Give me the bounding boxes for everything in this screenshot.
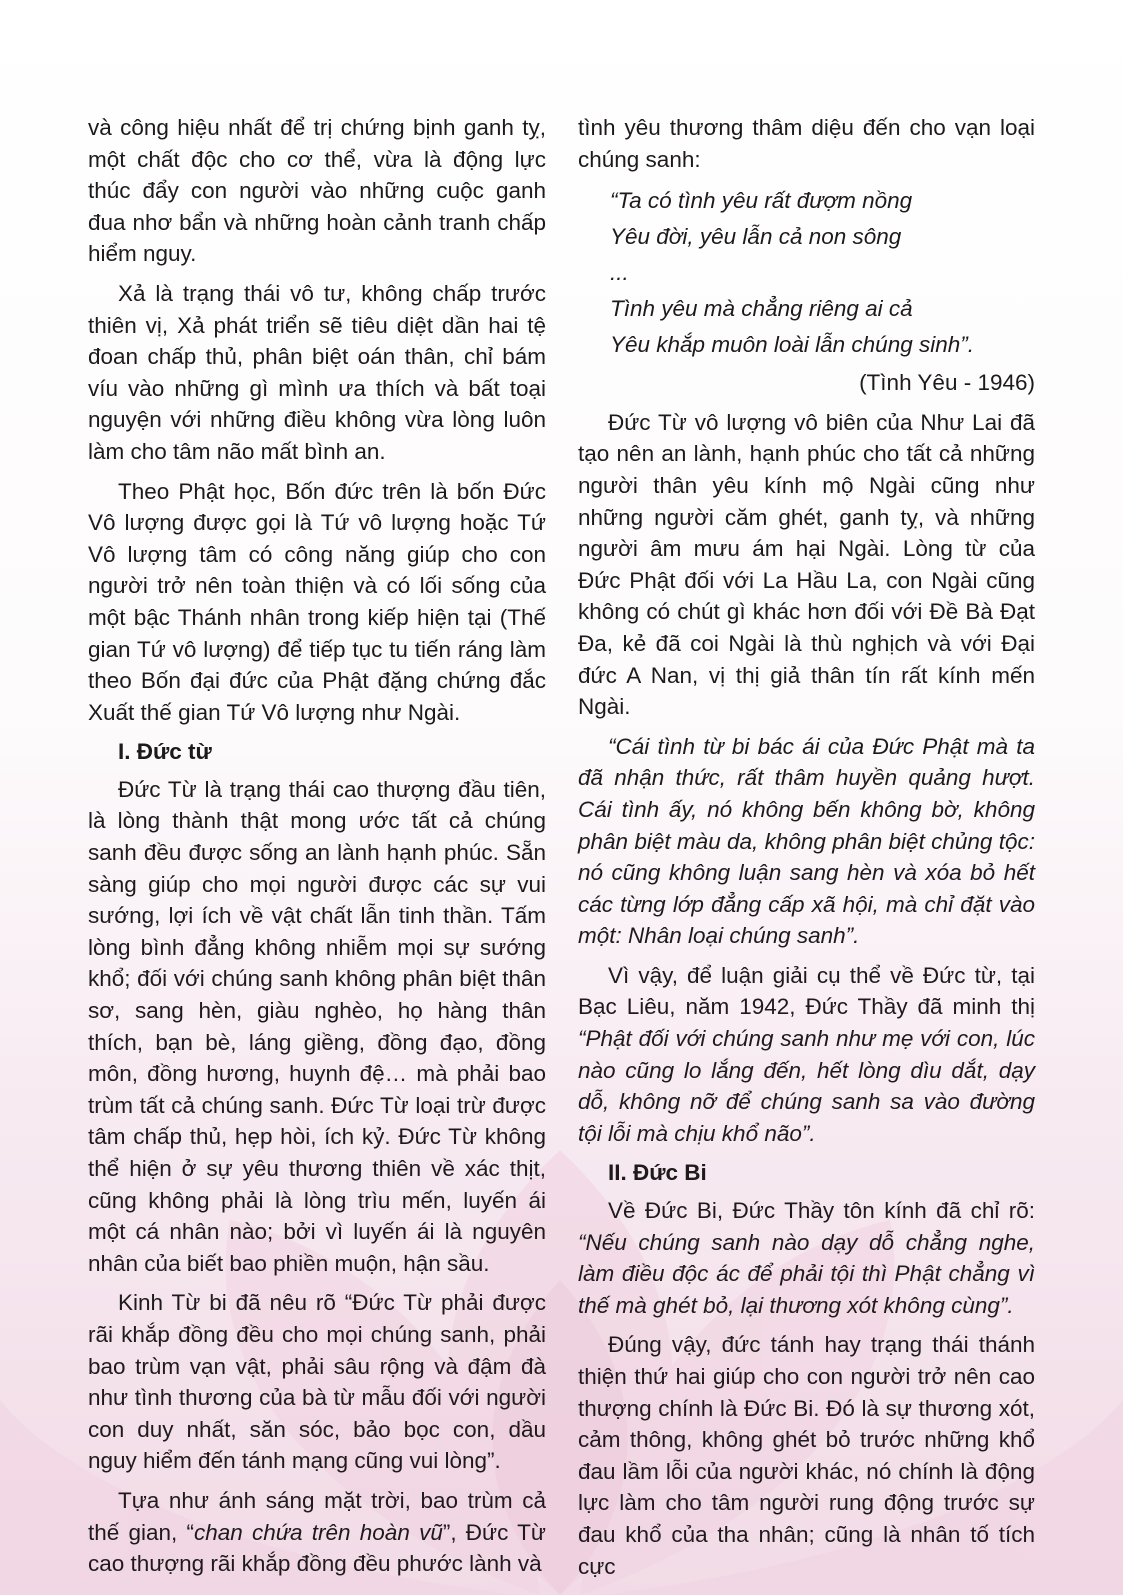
paragraph: Kinh Từ bi đã nêu rõ “Đức Từ phải được rãi khắp đồng đều cho mọi chúng sanh, phải bao trùm vạn vật, phải sâu rộng và đậm đà như tình thương của bà từ mẫu đối với người con duy nhất, săn sóc, bảo bọc con, dầu nguy hiểm đến tánh mạng cũng vui lòng”. [88,1290,546,1474]
italic-phrase: chan chứa trên hoàn vũ [194,1519,443,1545]
paragraph: Đức Từ là trạng thái cao thượng đầu tiên, là lòng thành thật mong ước tất cả chúng sanh đều được sống an lành hạnh phúc. Sẵn sàng giúp cho mọi người được các sự vui sướng, lợi ích về vật chất lẫn tinh thần. Tấm lòng bình đẳng không nhiễm mọi sự sướng khổ; đối với chúng sanh không phân biệt thân sơ, sang hèn, giàu nghèo, họ hàng thân thích, bạn bè, láng giềng, đồng đạo, đồng môn, đồng hương, huynh đệ… mà phải bao trùm tất cả chúng sanh. Đức Từ loại trừ được tâm chấp thủ, hẹp hòi, ích kỷ. Đức Từ không thể hiện ở sự yêu thương thiên về xác thịt, cũng không phải là lòng trìu mến, luyến ái một cá nhân nào; bởi vì luyến ái là nguyên nhân của biết bao phiền muộn, hận sầu. [88,776,546,1276]
poem-line: ... [610,260,629,286]
paragraph [88,1485,546,1580]
paragraph: Đúng vậy, đức tánh hay trạng thái thánh thiện thứ hai giúp cho con người trở nên cao thượng chính là Đức Bi. Đó là sự thương xót, cảm thông, không ghét bỏ trước những khổ đau lầm lỗi của người khác, nó chính là động lực làm cho tâm người rung động trước sự đau khổ của tha nhân; cũng là nhân tố tích cực [578,1332,1035,1579]
quote-paragraph: “Cái tình từ bi bác ái của Đức Phật mà ta đã nhận thức, rất thâm huyền quảng hượt. Cái tình ấy, nó không bến không bờ, không phân biệt màu da, không phân biệt chủng tộc: nó cũng không luận sang hèn và xóa bỏ hết các từng lớp đẳng cấp xã hội, mà chỉ đặt vào một: Nhân loại chúng sanh”. [578,733,1035,949]
italic-quote: “Nếu chúng sanh nào dạy dỗ chẳng nghe, làm điều độc ác để phải tội thì Phật chẳng vì thế mà ghét bỏ, lại thương xót không cùng”. [578,1229,1035,1318]
text-run: Về Đức Bi, Đức Thầy tôn kính đã chỉ rõ: [608,1198,1035,1224]
poem-excerpt [610,183,1035,363]
paragraph [578,960,1035,1150]
text-run: Vì vậy, để luận giải cụ thể về Đức từ, tại Bạc Liêu, năm 1942, Đức Thầy đã minh thị [578,962,1035,1020]
paragraph [578,1195,1035,1321]
poem-line: Yêu khắp muôn loài lẫn chúng sinh”. [610,332,974,358]
left-column [88,112,546,1588]
poem-source: (Tình Yêu - 1946) [859,370,1035,396]
poem-line: Tình yêu mà chẳng riêng ai cả [610,296,913,322]
paragraph: Đức Từ vô lượng vô biên của Như Lai đã tạo nên an lành, hạnh phúc cho tất cả những người thân yêu kính mộ Ngài cũng như những người căm ghét, ganh tỵ, và những người âm mưu ám hại Ngài. Lòng từ của Đức Phật đối với La Hầu La, con Ngài cũng không có chút gì khác hơn đối với Đề Bà Đạt Đa, kẻ đã coi Ngài là thù nghịch và với Đại đức A Nan, vị thị giả thân tín rất kính mến Ngài. [578,409,1035,720]
section-heading-duc-tu: I. Đức từ [118,739,212,765]
paragraph: Xả là trạng thái vô tư, không chấp trước thiên vị, Xả phát triển sẽ tiêu diệt dần hai tệ đoan chấp thủ, phân biệt oán thân, chỉ bám víu vào những gì mình ưa thích và bất toại nguyện với những điều không vừa lòng luôn làm cho tâm não mất bình an. [88,280,546,464]
italic-quote: “Phật đối với chúng sanh như mẹ với con, lúc nào cũng lo lắng đến, hết lòng dìu dắt, dạy dỗ, không nỡ để chúng sanh sa vào đường tội lỗi mà chịu khổ não”. [578,1026,1035,1146]
poem-line: “Ta có tình yêu rất đượm nồng [610,188,913,214]
paragraph: Theo Phật học, Bốn đức trên là bốn Đức Vô lượng được gọi là Tứ vô lượng hoặc Tứ Vô lượng tâm có công năng giúp cho con người trở nên toàn thiện và có lối sống của một bậc Thánh nhân trong kiếp hiện tại (Thế gian Tứ vô lượng) để tiếp tục tu tiến ráng làm theo Bốn đại đức của Phật đặng chứng đắc Xuất thế gian Tứ Vô lượng như Ngài. [88,478,546,725]
right-column [578,112,1035,1590]
poem-line: Yêu đời, yêu lẫn cả non sông [610,224,902,250]
text-run: ”, Đức Từ cao thượng rãi khắp đồng đều phước lành và [88,1519,546,1577]
paragraph: tình yêu thương thâm diệu đến cho vạn loại chúng sanh: [578,115,1035,172]
paragraph: và công hiệu nhất để trị chứng bịnh ganh tỵ, một chất độc cho cơ thể, vừa là động lực thúc đẩy con người vào những cuộc ganh đua nhơ bẩn và những hoàn cảnh tranh chấp hiểm nguy. [88,115,546,267]
section-heading-duc-bi: II. Đức Bi [608,1160,707,1186]
text-run: Tựa như ánh sáng mặt trời, bao trùm cả thế gian, “ [88,1487,546,1545]
